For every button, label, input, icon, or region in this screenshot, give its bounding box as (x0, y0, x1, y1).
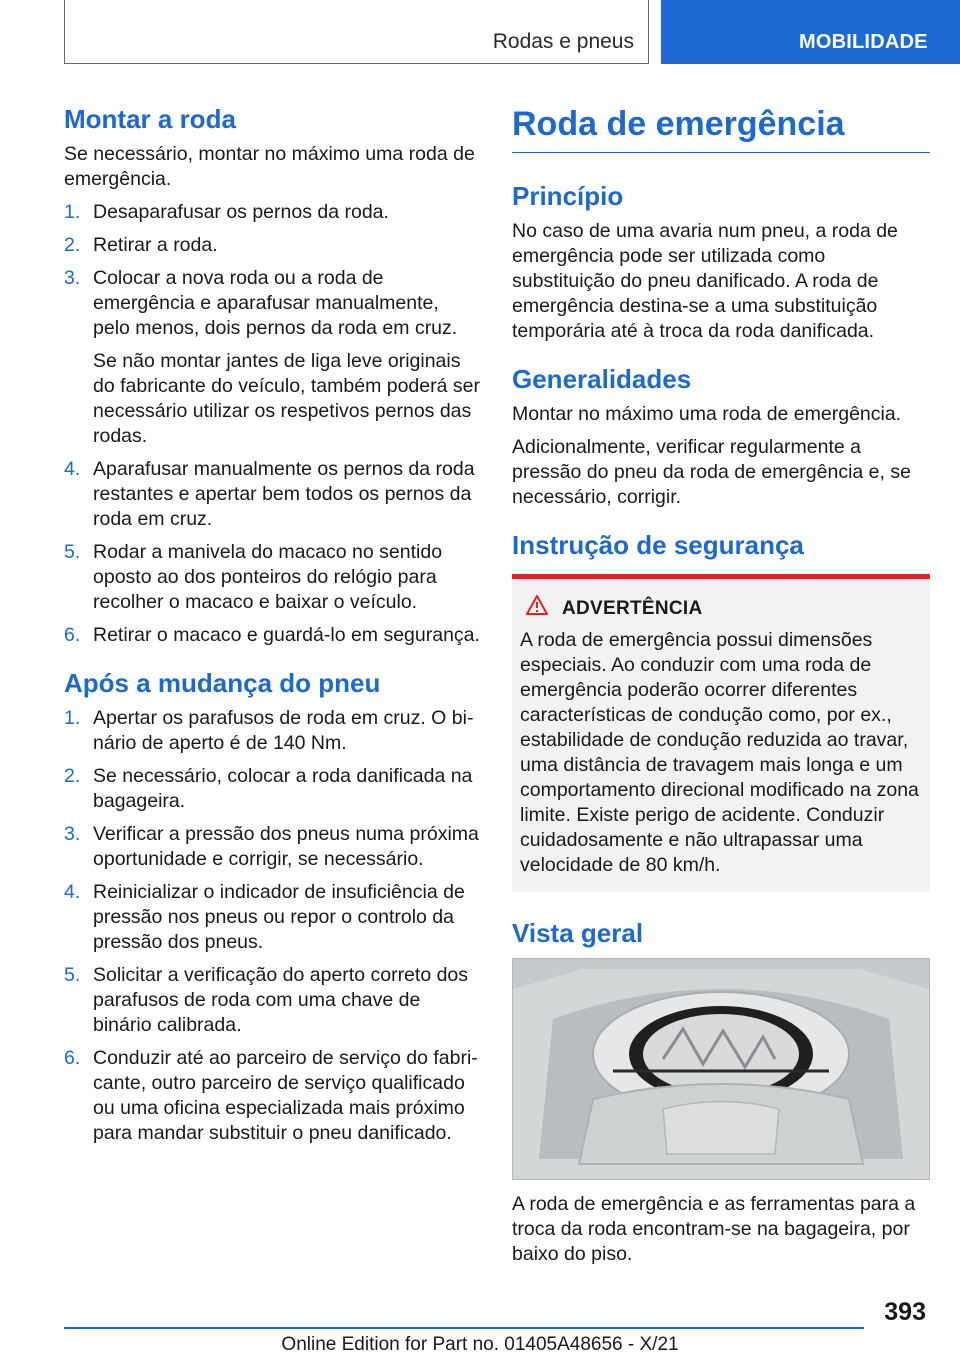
heading-principle: Princípio (512, 181, 624, 211)
step-text: Conduzir até ao parceiro de serviço do fabricante, outro parceiro de serviço qualificado ou uma oficina especializada mais próximo para mandar substituir o pneu danificado. (93, 1047, 478, 1144)
list-item (64, 822, 480, 872)
heading-safety: Instrução de segurança (512, 530, 804, 560)
warning-triangle-icon (526, 595, 548, 622)
step-text: Apertar os parafusos de roda em cruz. O binário de aperto é de 140 Nm. (93, 707, 474, 754)
list-item (64, 963, 480, 1038)
step-number: 5. (64, 964, 81, 986)
step-text: Reinicializar o indicador de insuficiência de pressão nos pneus ou repor o controlo da pressão dos pneus. (93, 881, 465, 953)
step-number: 3. (64, 823, 81, 845)
section-title: Rodas e pneus (492, 30, 634, 53)
list-item (64, 540, 480, 615)
step-text: Se necessário, colocar a roda danificada na bagageira. (93, 765, 473, 812)
step-text: Retirar a roda. (93, 234, 218, 256)
left-column (64, 104, 480, 1154)
warning-text: A roda de emergência possui dimensões especiais. Ao conduzir com uma roda de emergência poderão ocorrer diferentes características de condução como, por ex., estabilidade de condução reduzida ao travar, uma distância de travagem mais longa e um comportamento direcional modificado na zona limite. Existe perigo de acidente. Conduzir cuidadosamente e não ultrapassar uma velocidade de 80 km/h. (520, 629, 919, 876)
step-text: Retirar o macaco e guardá-lo em segurança. (93, 624, 480, 646)
mount-steps (64, 200, 480, 648)
list-item (64, 880, 480, 955)
trunk-illustration (513, 959, 929, 1179)
warning-header (526, 595, 922, 622)
step-note: Se não montar jantes de liga leve originais do fabricante do veículo, também poderá ser necessário utilizar os respetivos pernos das rodas. (93, 350, 480, 447)
after-steps (64, 706, 480, 1146)
list-item (64, 623, 480, 648)
right-column (512, 104, 930, 1275)
step-text: Solicitar a verificação do aperto correto dos parafusos de roda com uma chave de binário calibrada. (93, 964, 469, 1036)
step-number: 2. (64, 765, 81, 787)
step-number: 4. (64, 881, 81, 903)
heading-spare-wheel: Roda de emergência (512, 104, 930, 153)
list-item (64, 1046, 480, 1146)
step-text: Desaparafusar os pernos da roda. (93, 201, 389, 223)
heading-mount-wheel: Montar a roda (64, 104, 236, 134)
general-text-1: Montar no máximo uma roda de emergência. (512, 403, 902, 425)
edition-note: Online Edition for Part no. 01405A48656 - X/21 (281, 1334, 679, 1355)
step-number: 6. (64, 1047, 81, 1069)
spare-wheel-trunk-image (512, 958, 930, 1180)
step-text: Aparafusar manualmente os pernos da roda restantes e apertar bem todos os pernos da roda em cruz. (93, 458, 475, 530)
warning-title: ADVERTÊNCIA (562, 598, 703, 619)
list-item (64, 706, 480, 756)
heading-after-tire-change: Após a mudança do pneu (64, 668, 381, 698)
step-number: 6. (64, 624, 81, 646)
principle-text: No caso de uma avaria num pneu, a roda de emergência pode ser utilizada como substituição do pneu danificado. A roda de emergência destina-se a uma substituição temporária até à troca da roda danificada. (512, 220, 898, 342)
chapter-tab: MOBILIDADE (661, 0, 960, 64)
heading-general: Generalidades (512, 364, 692, 394)
general-text-2: Adicionalmente, verificar regularmente a pressão do pneu da roda de emergência e, se necessário, corrigir. (512, 436, 911, 508)
step-text: Rodar a manivela do macaco no sentido oposto ao dos ponteiros do relógio para recolher o macaco e baixar o veículo. (93, 541, 443, 613)
step-number: 1. (64, 707, 81, 729)
list-item (64, 200, 480, 225)
image-caption: A roda de emergência e as ferramentas para a troca da roda encontram-se na bagageira, por baixo do piso. (512, 1193, 916, 1265)
page-number: 393 (884, 1298, 926, 1326)
heading-overview: Vista geral (512, 918, 644, 948)
mount-intro: Se necessário, montar no máximo uma roda de emergência. (64, 143, 475, 190)
list-item (64, 764, 480, 814)
footer-divider (64, 1327, 864, 1329)
step-text: Verificar a pressão dos pneus numa próxima oportunidade e corrigir, se necessário. (93, 823, 479, 870)
step-number: 3. (64, 267, 81, 289)
header-box (64, 0, 649, 64)
step-number: 1. (64, 201, 81, 223)
step-number: 5. (64, 541, 81, 563)
step-number: 4. (64, 458, 81, 480)
list-item (64, 233, 480, 258)
warning-box (512, 574, 930, 892)
step-text: Colocar a nova roda ou a roda de emergência e aparafusar manualmente, pelo menos, dois pernos da roda em cruz. (93, 267, 458, 339)
list-item (64, 266, 480, 449)
step-number: 2. (64, 234, 81, 256)
list-item (64, 457, 480, 532)
